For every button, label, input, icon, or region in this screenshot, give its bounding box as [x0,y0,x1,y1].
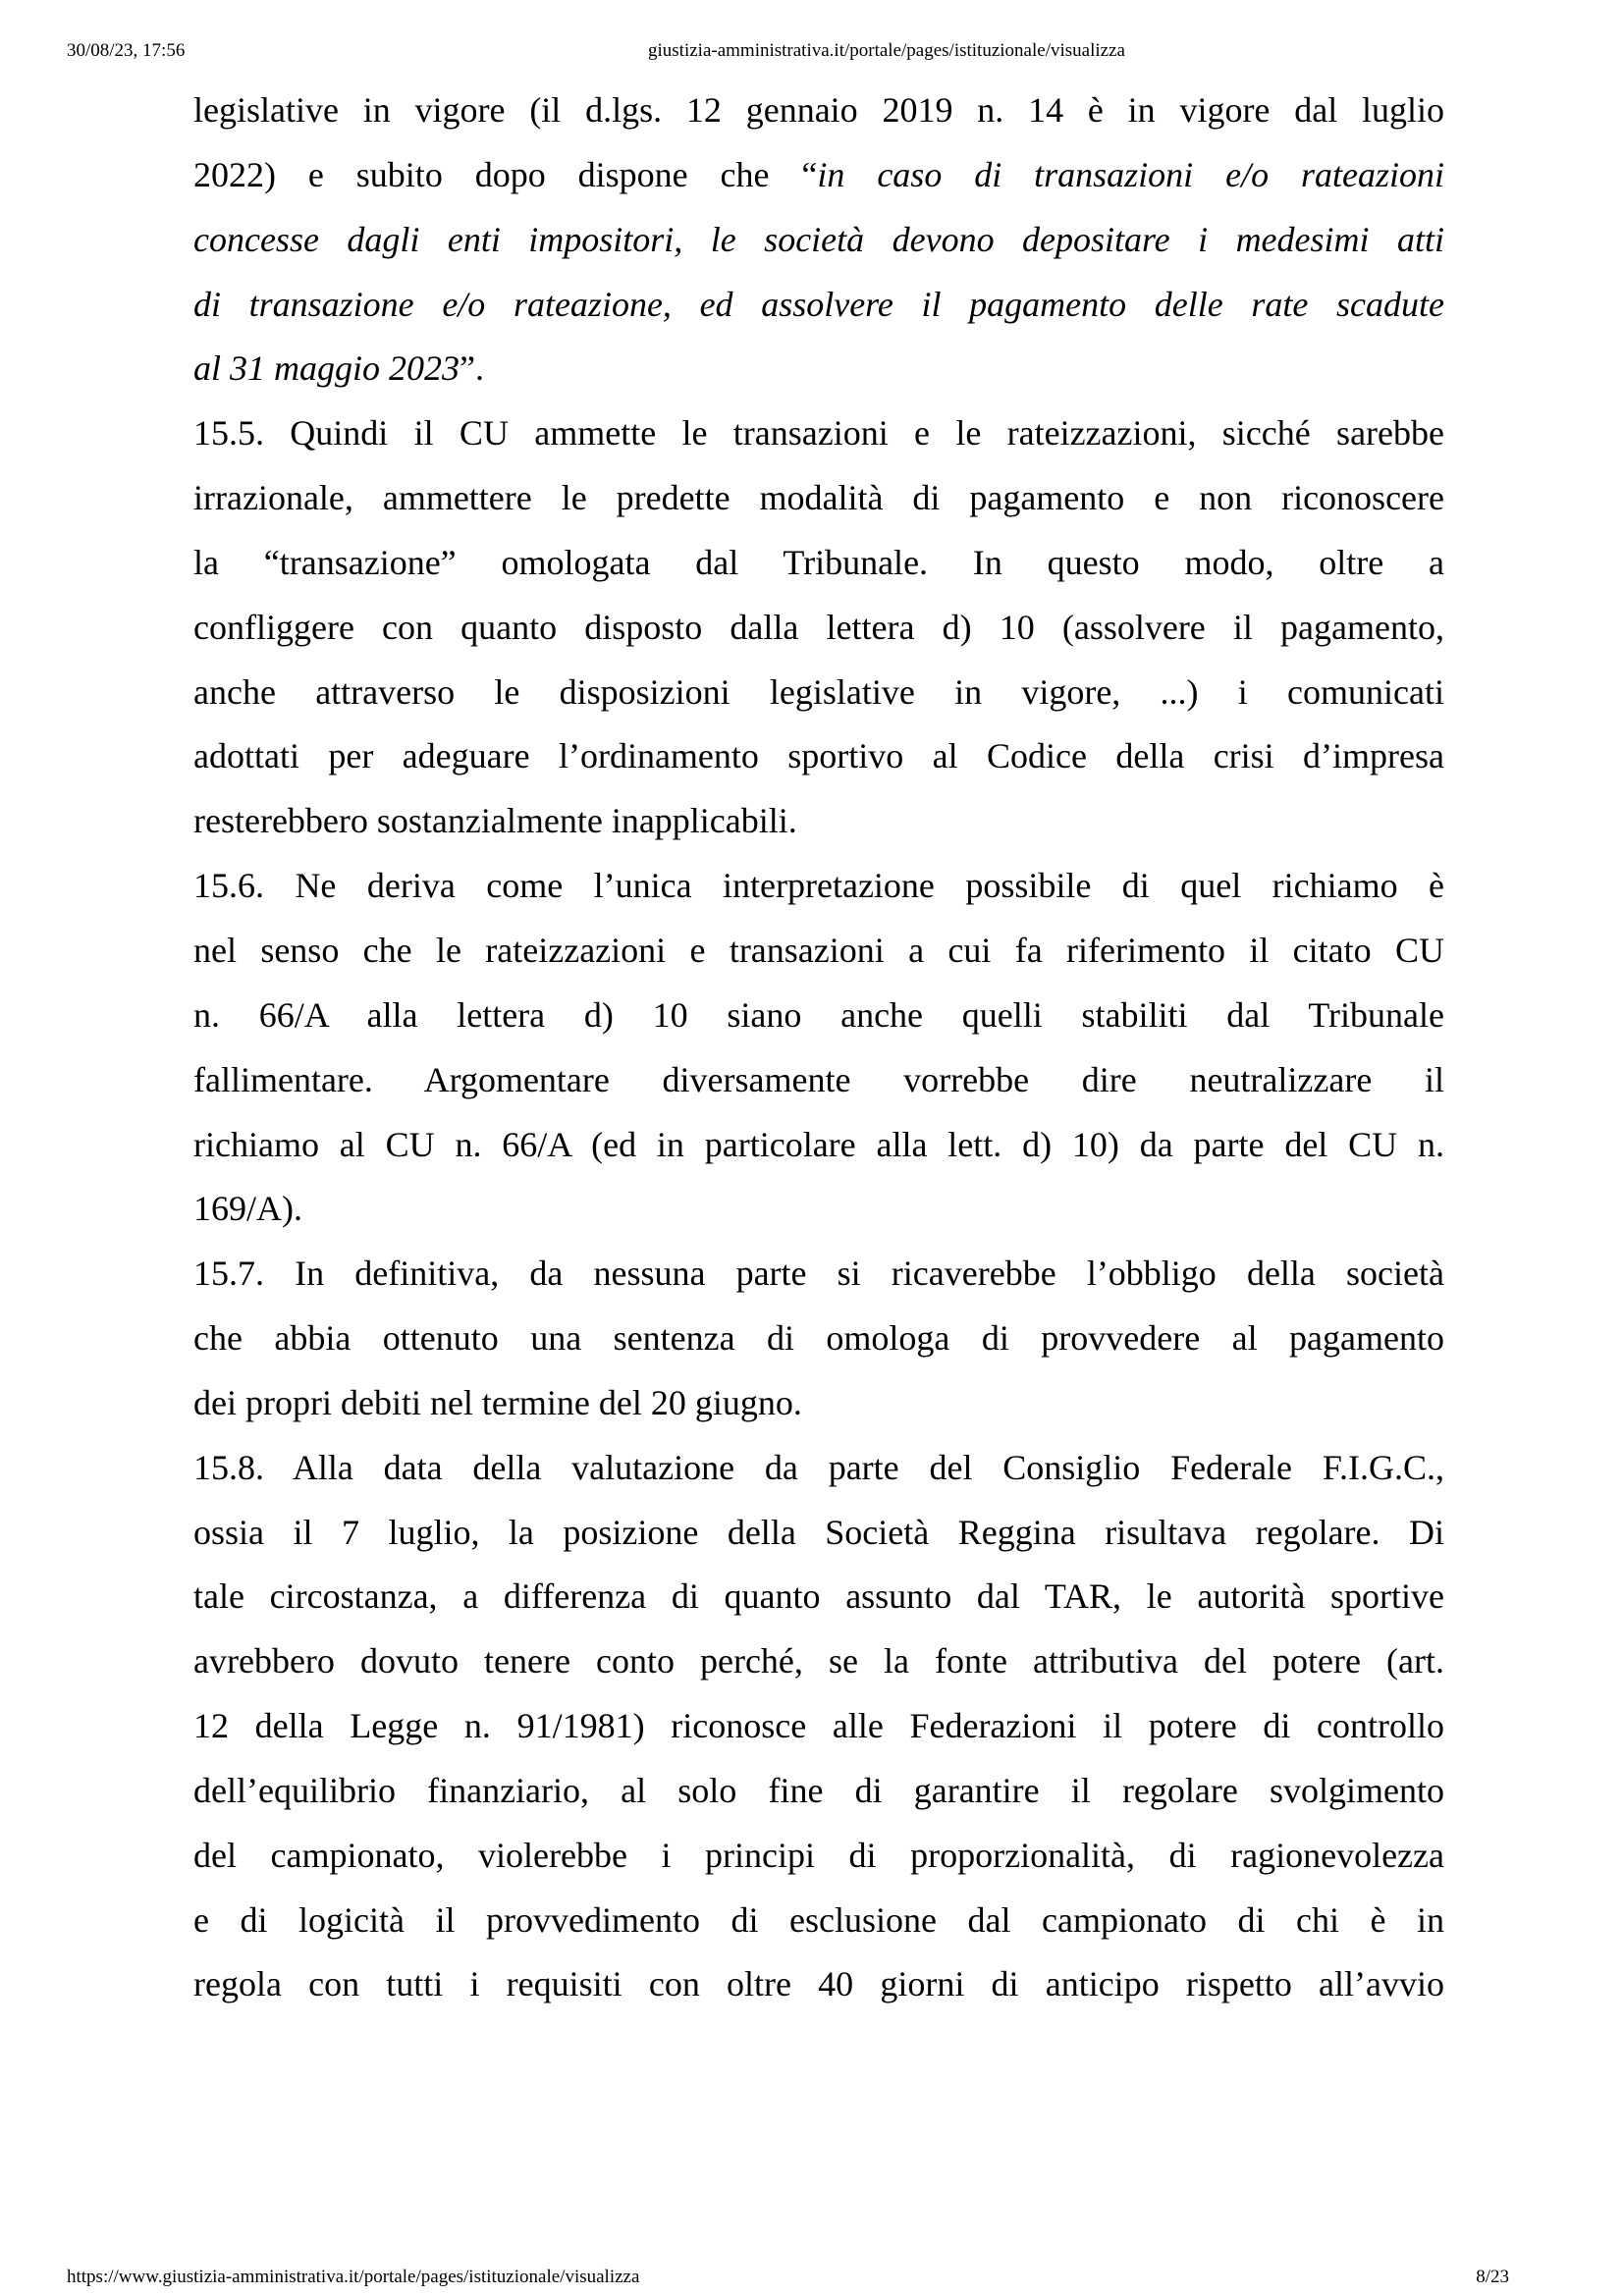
line-text: ”. [460,348,484,389]
line-text: regola con tutti i requisiti con oltre 40 giorni di anticipo rispetto all’avvio [193,1964,1444,2004]
text-line [193,596,1444,661]
text-line [193,1177,1444,1242]
italic-quote-text: di transazione e/o rateazione, ed assolvere il pagamento delle rate scadute [193,284,1444,324]
italic-quote-text: in caso di transazioni e/o rateazioni [817,154,1444,194]
line-text: irrazionale, ammettere le predette modalità di pagamento e non riconoscere [193,478,1444,518]
text-line [193,1371,1444,1436]
line-text: nel senso che le rateizzazioni e transazioni a cui fa riferimento il citato CU [193,930,1444,970]
text-line [193,401,1444,466]
line-text: legislative in vigore (il d.lgs. 12 gennaio 2019 n. 14 è in vigore dal luglio [193,90,1444,130]
text-line [193,1952,1444,2017]
text-line [193,854,1444,919]
text-line [193,337,1444,401]
line-text: e di logicità il provvedimento di esclusione dal campionato di chi è in [193,1899,1444,1940]
line-text: 15.6. Ne deriva come l’unica interpretazione possibile di quel richiamo è [193,866,1444,906]
text-line [193,79,1444,143]
line-text: 15.5. Quindi il CU ammette le transazioni e le rateizzazioni, sicché sarebbe [193,413,1444,454]
line-text: che abbia ottenuto una sentenza di omologa di provvedere al pagamento [193,1318,1444,1359]
line-text: la “transazione” omologata dal Tribunale. In questo modo, oltre a [193,542,1444,582]
text-line [193,919,1444,984]
text-line [193,531,1444,596]
text-line [193,1889,1444,1953]
line-text: confliggere con quanto disposto dalla lettera d) 10 (assolvere il pagamento, [193,607,1444,647]
text-line [193,208,1444,273]
italic-quote-text: al 31 maggio 2023 [193,348,460,389]
text-line [193,1629,1444,1694]
print-page-title: giustizia-amministrativa.it/portale/pages/istituzionale/visualizza [648,40,1125,61]
print-datetime: 30/08/23, 17:56 [67,40,186,61]
line-text: ossia il 7 luglio, la posizione della Società Reggina risultava regolare. Di [193,1512,1444,1552]
line-text: adottati per adeguare l’ordinamento sportivo al Codice della crisi d’impresa [193,736,1444,776]
line-text: tale circostanza, a differenza di quanto assunto dal TAR, le autorità sportive [193,1576,1444,1617]
line-text: avrebbero dovuto tenere conto perché, se la fonte attributiva del potere (art. [193,1641,1444,1682]
line-text: fallimentare. Argomentare diversamente vorrebbe dire neutralizzare il [193,1059,1444,1099]
line-text: anche attraverso le disposizioni legislative in vigore, ...) i comunicati [193,671,1444,712]
line-text: 169/A). [193,1189,302,1229]
text-line [193,789,1444,854]
print-url: https://www.giustizia-amministrativa.it/portale/pages/istituzionale/visualizza [67,2267,640,2287]
text-line [193,466,1444,531]
text-line [193,724,1444,789]
text-line [193,1048,1444,1113]
document-body [193,79,1444,2017]
line-text: dei propri debiti nel termine del 20 giugno. [193,1382,802,1422]
text-line [193,1565,1444,1629]
line-text: 15.8. Alla data della valutazione da parte del Consiglio Federale F.I.G.C., [193,1447,1444,1487]
text-line [193,1436,1444,1501]
text-line [193,984,1444,1048]
text-line [193,1759,1444,1824]
line-text: 15.7. In definitiva, da nessuna parte si ricaverebbe l’obbligo della società [193,1254,1444,1294]
text-line [193,143,1444,208]
line-text: 2022) e subito dopo dispone che “ [193,154,818,194]
text-line [193,1242,1444,1307]
text-line [193,661,1444,725]
line-text: del campionato, violerebbe i principi di proporzionalità, di ragionevolezza [193,1835,1444,1875]
line-text: 12 della Legge n. 91/1981) riconosce alle Federazioni il potere di controllo [193,1706,1444,1746]
text-line [193,273,1444,338]
page-number: 8/23 [1476,2267,1509,2287]
text-line [193,1824,1444,1889]
line-text: resterebbero sostanzialmente inapplicabili. [193,801,797,841]
italic-quote-text: concesse dagli enti impositori, le società devono depositare i medesimi atti [193,219,1444,259]
line-text: n. 66/A alla lettera d) 10 siano anche quelli stabiliti dal Tribunale [193,994,1444,1035]
text-line [193,1501,1444,1566]
line-text: dell’equilibrio finanziario, al solo fine di garantire il regolare svolgimento [193,1770,1444,1810]
line-text: richiamo al CU n. 66/A (ed in particolare alla lett. d) 10) da parte del CU n. [193,1124,1444,1164]
text-line [193,1113,1444,1178]
text-line [193,1307,1444,1371]
text-line [193,1694,1444,1759]
